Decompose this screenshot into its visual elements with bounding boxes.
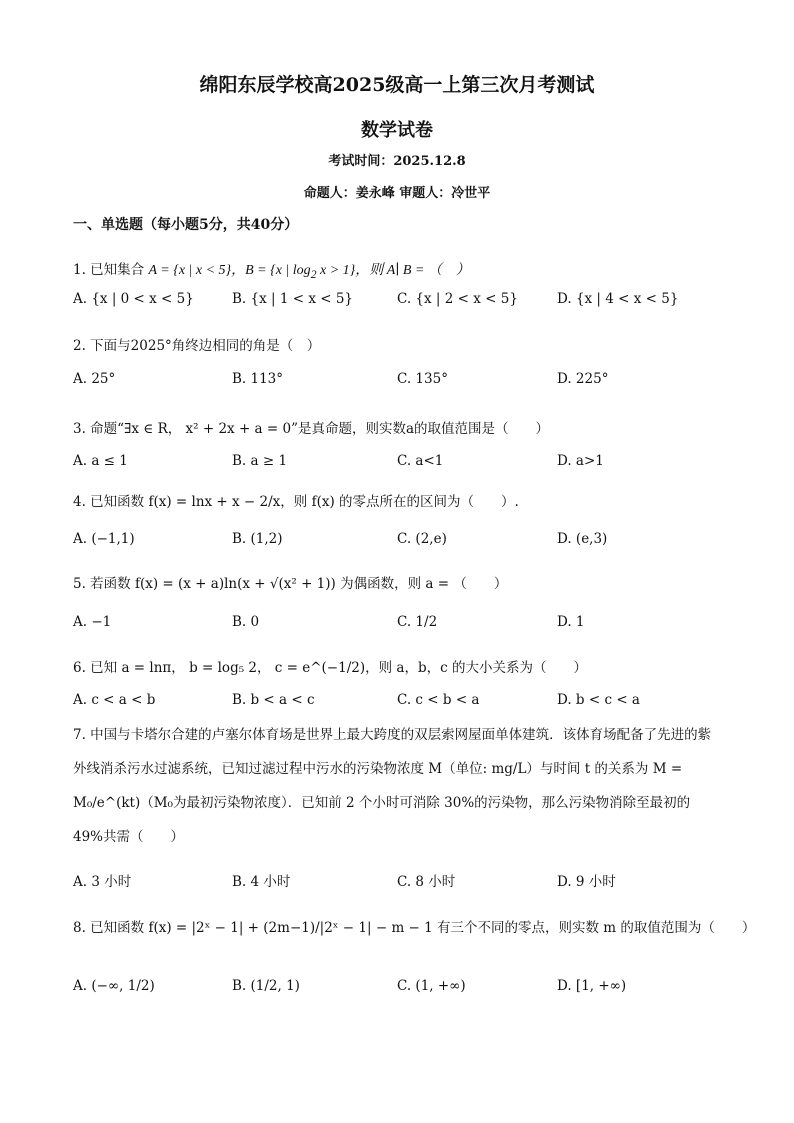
q8-option-d: D. [1, +∞) bbox=[557, 978, 627, 994]
question-1 bbox=[73, 258, 470, 281]
q1-option-d: D. {x | 4 < x < 5} bbox=[557, 291, 679, 307]
q2-option-a: A. 25° bbox=[73, 371, 116, 387]
question-3: 3. 命题“∃x ∈ R， x² + 2x + a = 0”是真命题，则实数a的取值范围是（ ） bbox=[73, 421, 550, 437]
q5-option-c: C. 1/2 bbox=[397, 614, 438, 630]
question-6: 6. 已知 a = lnπ， b = log₅ 2， c = e^(−1/2)，则 a，b，c 的大小关系为（ ） bbox=[73, 660, 587, 676]
question-1-stem: A = {x | x < 5}，B = {x | $\log_2 x > 1$}，则 A∣ B = （ ） bbox=[148, 263, 470, 281]
q3-option-a: A. a ≤ 1 bbox=[73, 453, 128, 469]
exam-time: 考试时间：2025.12.8 bbox=[328, 154, 466, 169]
q8-option-c: C. (1, +∞) bbox=[397, 978, 466, 994]
subject-title: 数学试卷 bbox=[361, 120, 433, 141]
q3-option-b: B. a ≥ 1 bbox=[232, 453, 288, 469]
q8-option-a: A. (−∞, 1/2) bbox=[73, 978, 155, 994]
q7-option-a: A. 3 小时 bbox=[73, 874, 132, 890]
q7-option-c: C. 8 小时 bbox=[397, 874, 456, 890]
q5-option-d: D. 1 bbox=[557, 614, 585, 630]
question-5: 5. 若函数 f(x) = (x + a)ln(x + √(x² + 1)) 为偶函数，则 a = （ ） bbox=[73, 576, 508, 592]
q4-option-d: D. (e,3) bbox=[557, 531, 608, 547]
q5-option-b: B. 0 bbox=[232, 614, 260, 630]
q1-option-b: B. {x | 1 < x < 5} bbox=[232, 291, 354, 307]
school-exam-title: 绵阳东辰学校高2025级高一上第三次月考测试 bbox=[199, 74, 595, 96]
question-2: 2. 下面与2025°角终边相同的角是（ ） bbox=[73, 338, 321, 354]
q4-option-b: B. (1,2) bbox=[232, 531, 283, 547]
q6-option-a: A. c < a < b bbox=[73, 692, 156, 708]
question-7: 7. 中国与卡塔尔合建的卢塞尔体育场是世界上最大跨度的双层索网屋面单体建筑．该体育场配备了先进的紫外线消杀污水过滤系统，已知过滤过程中污水的污染物浓度 M（单位: mg/L）与时间 t 的关系为 M = M₀/e^(kt)（M₀为最初污染物浓度）．已知前 2 个小时可消除 30%的污染物，那么污染物消除至最初的 49%共需（ ） bbox=[73, 727, 712, 845]
q3-option-c: C. a<1 bbox=[397, 453, 444, 469]
section-heading: 一、单选题（每小题5分，共40分） bbox=[73, 217, 299, 233]
q2-option-c: C. 135° bbox=[397, 371, 448, 387]
q6-option-d: D. b < c < a bbox=[557, 692, 640, 708]
q8-option-b: B. (1/2, 1) bbox=[232, 978, 300, 994]
q4-option-a: A. (−1,1) bbox=[73, 531, 135, 547]
q3-option-d: D. a>1 bbox=[557, 453, 604, 469]
q7-option-d: D. 9 小时 bbox=[557, 874, 616, 890]
q7-option-b: B. 4 小时 bbox=[232, 874, 291, 890]
question-8: 8. 已知函数 f(x) = |2ˣ − 1| + (2m−1)/|2ˣ − 1| − m − 1 有三个不同的零点，则实数 m 的取值范围为（ ） bbox=[73, 920, 756, 936]
question-4: 4. 已知函数 f(x) = lnx + x − 2/x，则 f(x) 的零点所在的区间为（ ）. bbox=[73, 494, 519, 510]
question-1-prefix: 1. 已知集合 bbox=[73, 262, 145, 278]
q6-option-c: C. c < b < a bbox=[397, 692, 480, 708]
q5-option-a: A. −1 bbox=[73, 614, 112, 630]
q2-option-d: D. 225° bbox=[557, 371, 609, 387]
q6-option-b: B. b < a < c bbox=[232, 692, 315, 708]
q2-option-b: B. 113° bbox=[232, 371, 284, 387]
q1-option-c: C. {x | 2 < x < 5} bbox=[397, 291, 518, 307]
exam-authors: 命题人：姜永峰 审题人：冷世平 bbox=[303, 186, 491, 201]
q4-option-c: C. (2,e) bbox=[397, 531, 447, 547]
q1-option-a: A. {x | 0 < x < 5} bbox=[73, 291, 194, 307]
